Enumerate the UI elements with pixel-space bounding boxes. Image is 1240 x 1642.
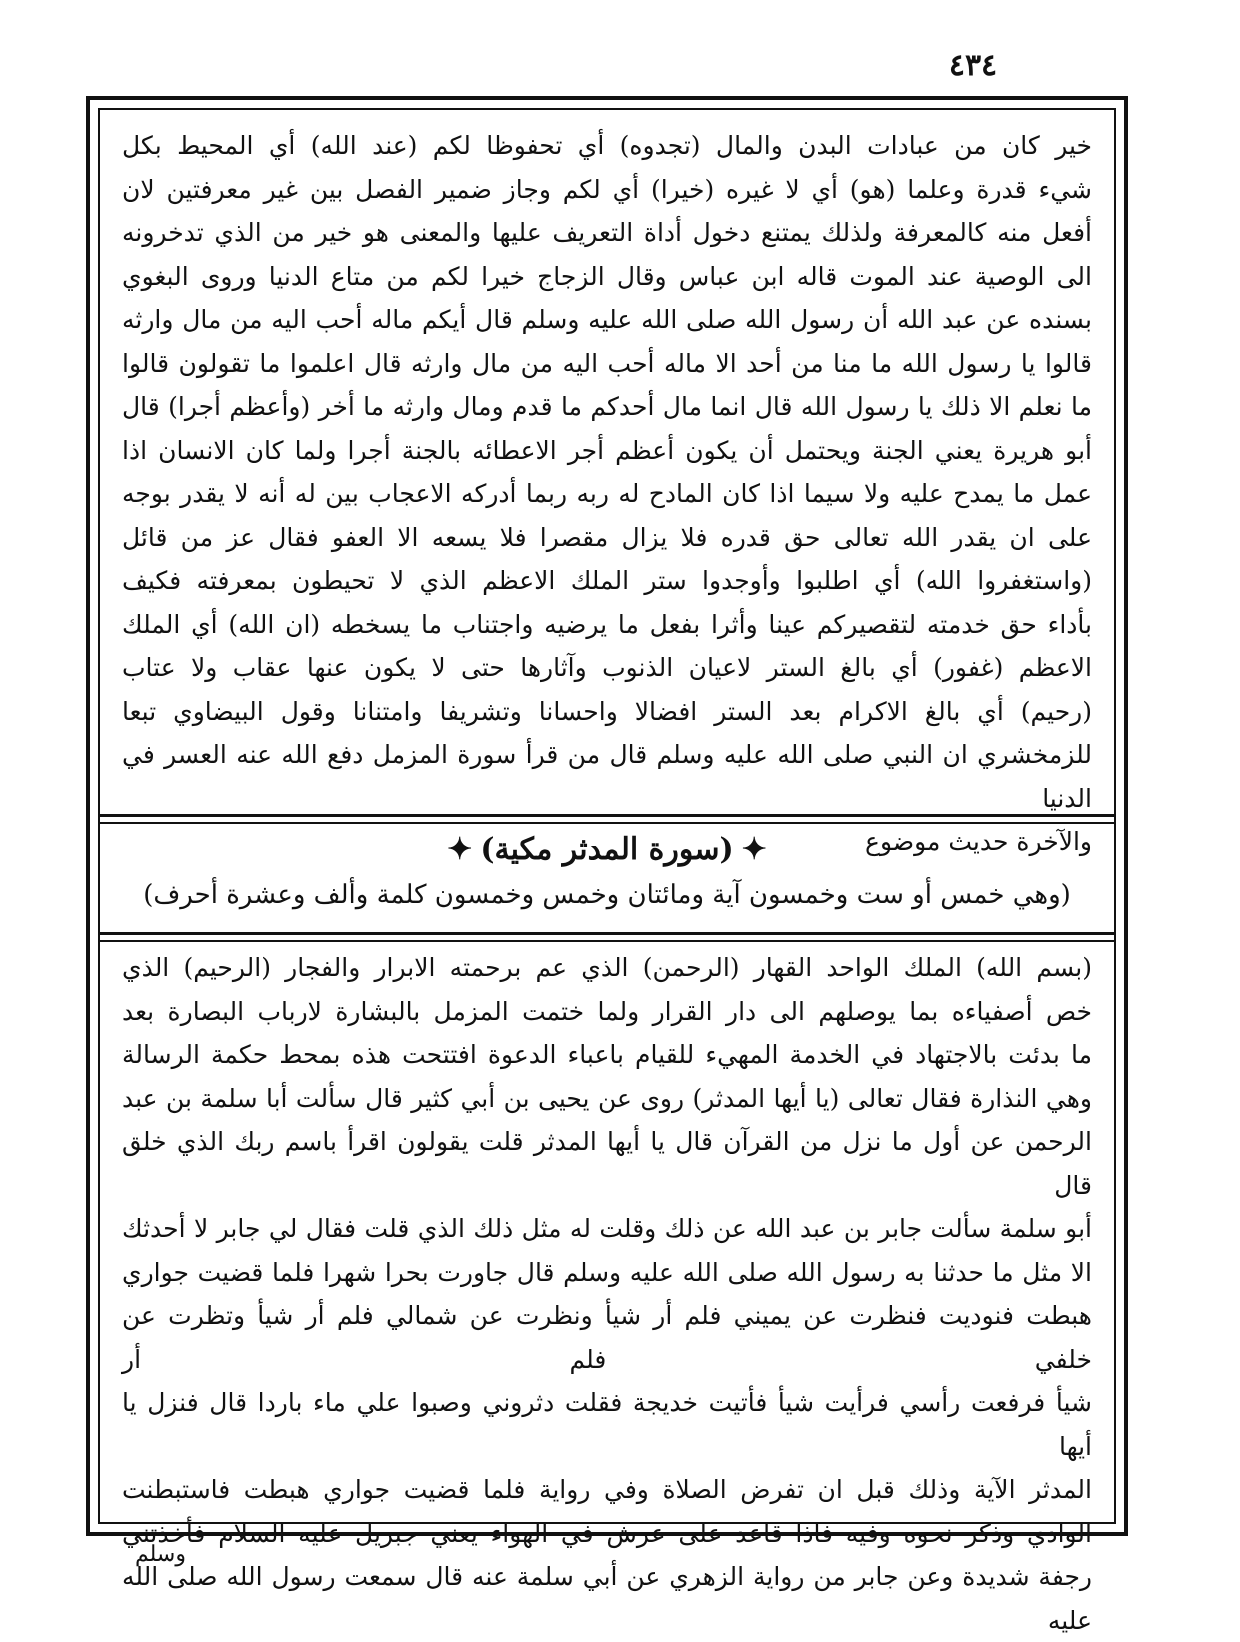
- text-line: الا مثل ما حدثنا به رسول الله صلى الله عليه وسلم قال جاورت بحرا شهرا فلما قضيت جواري: [122, 1257, 1092, 1287]
- text-line: ما بدئت بالاجتهاد في الخدمة المهيء للقيام باعباء الدعوة افتتحت هذه بمحط حكمة الرسالة: [122, 1040, 1092, 1069]
- ornament-icon: ✦: [741, 832, 767, 867]
- text-line: رجفة شديدة وعن جابر من رواية الزهري عن أبي سلمة عنه قال سمعت رسول الله صلى الله عليه: [122, 1562, 1092, 1635]
- text-line: ما نعلم الا ذلك يا رسول الله قال انما مال أحدكم ما قدم ومال وارثه ما أخر (وأعظم أجرا) قال: [122, 392, 1092, 421]
- page-frame-inner: [98, 108, 1116, 1635]
- text-line: خص أصفياءه بما يوصلهم الى دار القرار ولما ختمت المزمل بالبشارة لارباب البصارة بعد: [122, 996, 1092, 1026]
- text-line: الوادي وذكر نحوه وفيه فاذا قاعد على عرش في الهواء يعني جبريل عليه السلام فأخذتني: [122, 1518, 1092, 1548]
- text-line: والآخرة حديث موضوع: [865, 827, 1092, 856]
- commentary-bottom: [122, 946, 1092, 1642]
- text-line: شيأ فرفعت رأسي فرأيت شيأ فأتيت خديجة فقلت دثروني وصبوا علي ماء باردا قال فنزل يا أيها: [122, 1388, 1092, 1461]
- page-number: ٤٣٤: [948, 48, 998, 83]
- divider-rule: [100, 940, 1114, 942]
- text-line: وهي النذارة فقال تعالى (يا أيها المدثر) روى عن يحيى بن أبي كثير قال سألت أبا سلمة بن عبد: [122, 1083, 1092, 1113]
- text-line: أفعل منه كالمعرفة ولذلك يمتنع دخول أداة التعريف عليها والمعنى هو خير من الذي تدخرونه: [122, 218, 1092, 247]
- text-line: الى الوصية عند الموت قاله ابن عباس وقال الزجاج خيرا لكم من متاع الدنيا وروى البغوي: [122, 261, 1092, 291]
- text-line: (رحيم) أي بالغ الاكرام بعد الستر افضالا واحسانا وتشريفا وامتنانا وقول البيضاوي تبعا: [122, 696, 1092, 726]
- text-line: أبو سلمة سألت جابر بن عبد الله عن ذلك وقلت له مثل ذلك الذي قلت فقال لي جابر لا أحدثك: [122, 1214, 1092, 1243]
- text-line: عمل ما يمدح عليه ولا سيما اذا كان المادح له ربه ربما أدركه الاعجاب بين له أنه لا يقدر بوجه: [122, 479, 1092, 508]
- divider-rule: [100, 822, 1114, 824]
- text-line: (بسم الله) الملك الواحد القهار (الرحمن) الذي عم برحمته الابرار والفجار (الرحيم) الذي: [122, 953, 1092, 982]
- catchword: وسلم: [135, 1542, 186, 1567]
- commentary-top: [122, 124, 1092, 864]
- divider-rule: [100, 814, 1114, 817]
- text-line: المدثر الآية وذلك قبل ان تفرض الصلاة وفي رواية فلما قضيت جواري هبطت فاستبطنت: [122, 1475, 1092, 1504]
- text-line: على ان يقدر الله تعالى حق قدره فلا يزال مقصرا فلا يسعه الا العفو فقال عز من قائل: [122, 522, 1092, 552]
- text-line: بسنده عن عبد الله أن رسول الله صلى الله عليه وسلم قال أيكم ماله أحب اليه من مال وارثه: [122, 305, 1092, 334]
- text-line: الرحمن عن أول ما نزل من القرآن قال يا أيها المدثر قلت يقولون اقرأ باسم ربك الذي خلق قال: [122, 1127, 1092, 1200]
- text-line: قالوا يا رسول الله ما منا من أحد الا ماله أحب اليه من مال وارثه قال اعلموا ما تقولون قالوا: [122, 348, 1092, 378]
- ornament-icon: ✦: [447, 832, 473, 867]
- surah-title: (سورة المدثر مكية): [480, 832, 734, 867]
- text-line: خير كان من عبادات البدن والمال (تجدوه) أي تحفوظا لكم (عند الله) أي المحيط بكل: [122, 131, 1092, 160]
- surah-heading: [100, 832, 1114, 867]
- text-line: أبو هريرة يعني الجنة ويحتمل أن يكون أعظم أجر الاعطائه بالجنة أجرا ولما كان الانسان اذا: [122, 435, 1092, 465]
- surah-subtitle: (وهي خمس أو ست وخمسون آية ومائتان وخمس وخمسون كلمة وألف وعشرة أحرف): [143, 880, 1071, 910]
- divider-rule: [100, 932, 1114, 935]
- text-line: الاعظم (غفور) أي بالغ الستر لاعيان الذنوب وآثارها حتى لا يكون عنها عقاب ولا عتاب: [122, 653, 1092, 682]
- text-line: بأداء حق خدمته لتقصيركم عينا وأثرا بفعل ما يرضيه واجتناب ما يسخطه (ان الله) أي الملك: [122, 609, 1092, 639]
- text-line: (واستغفروا الله) أي اطلبوا وأوجدوا ستر الملك الاعظم الذي لا تحيطون بمعرفته فكيف: [122, 566, 1092, 595]
- page-frame: [86, 96, 1128, 1635]
- text-line: للزمخشري ان النبي صلى الله عليه وسلم قال من قرأ سورة المزمل دفع الله عنه العسر في الدنيا: [122, 740, 1092, 813]
- text-line: هبطت فنوديت فنظرت عن يميني فلم أر شيأ ونظرت عن شمالي فلم أر شيأ وتظرت عن خلفي فلم أر: [122, 1301, 1092, 1374]
- text-line: شيء قدرة وعلما (هو) أي لا غيره (خيرا) أي لكم وجاز ضمير الفصل بين غير معرفتين لان: [122, 174, 1092, 204]
